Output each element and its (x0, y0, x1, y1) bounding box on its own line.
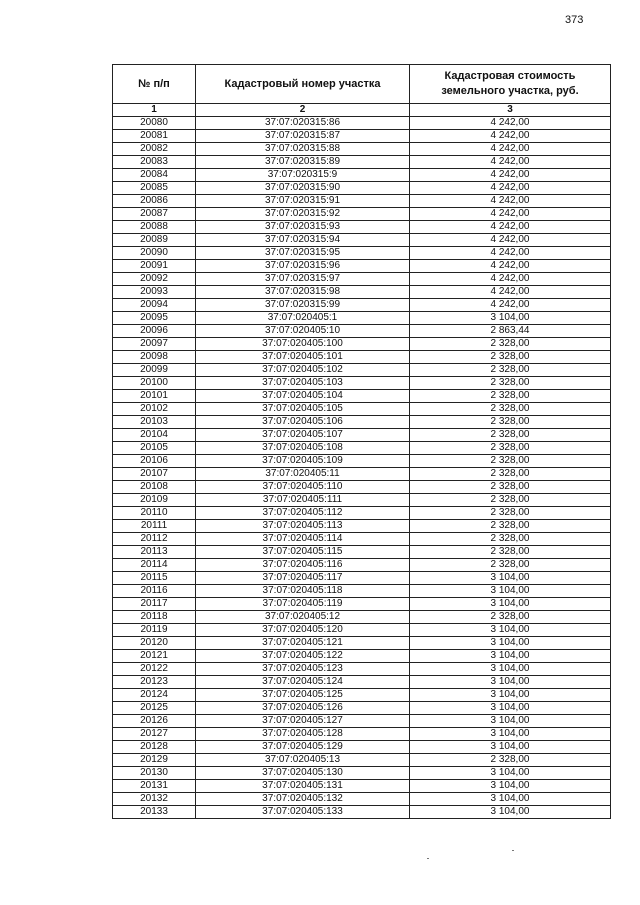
table-row (113, 793, 611, 806)
cell-cadastral-value: 4 242,00 (410, 299, 611, 312)
cell-cadastral-number: 37:07:020405:106 (196, 416, 410, 429)
cell-cadastral-value: 4 242,00 (410, 130, 611, 143)
cell-cadastral-number: 37:07:020405:107 (196, 429, 410, 442)
cell-number: 20113 (113, 546, 196, 559)
cell-number: 20117 (113, 598, 196, 611)
cell-cadastral-value: 2 328,00 (410, 351, 611, 364)
cell-cadastral-number: 37:07:020315:88 (196, 143, 410, 156)
cell-cadastral-value: 2 328,00 (410, 754, 611, 767)
cell-cadastral-number: 37:07:020405:113 (196, 520, 410, 533)
cell-cadastral-number: 37:07:020405:115 (196, 546, 410, 559)
cell-cadastral-value: 3 104,00 (410, 793, 611, 806)
cell-cadastral-value: 3 104,00 (410, 572, 611, 585)
cell-cadastral-value: 2 328,00 (410, 533, 611, 546)
cell-cadastral-value: 2 328,00 (410, 416, 611, 429)
table-row (113, 130, 611, 143)
table-row (113, 208, 611, 221)
cell-number: 20105 (113, 442, 196, 455)
page-number: 373 (565, 14, 584, 26)
table-row (113, 754, 611, 767)
column-number-1: 1 (113, 104, 196, 117)
cell-cadastral-number: 37:07:020405:122 (196, 650, 410, 663)
cell-cadastral-number: 37:07:020315:87 (196, 130, 410, 143)
cell-cadastral-number: 37:07:020315:97 (196, 273, 410, 286)
cell-cadastral-value: 2 328,00 (410, 468, 611, 481)
cell-number: 20102 (113, 403, 196, 416)
table-row (113, 481, 611, 494)
table-row (113, 637, 611, 650)
table-row (113, 533, 611, 546)
table-row (113, 260, 611, 273)
cell-cadastral-value: 2 328,00 (410, 546, 611, 559)
cell-cadastral-number: 37:07:020405:10 (196, 325, 410, 338)
table-row (113, 221, 611, 234)
cell-cadastral-value: 3 104,00 (410, 806, 611, 819)
cell-cadastral-number: 37:07:020405:104 (196, 390, 410, 403)
cell-number: 20094 (113, 299, 196, 312)
cell-cadastral-value: 2 328,00 (410, 338, 611, 351)
cell-cadastral-value: 3 104,00 (410, 702, 611, 715)
cell-cadastral-value: 2 328,00 (410, 494, 611, 507)
cell-cadastral-value: 4 242,00 (410, 195, 611, 208)
table-row (113, 403, 611, 416)
cell-cadastral-value: 2 328,00 (410, 442, 611, 455)
cell-number: 20112 (113, 533, 196, 546)
cell-number: 20122 (113, 663, 196, 676)
cell-cadastral-number: 37:07:020405:129 (196, 741, 410, 754)
cell-cadastral-value: 3 104,00 (410, 637, 611, 650)
table-row (113, 559, 611, 572)
header-cadastral-value (410, 65, 611, 104)
cell-cadastral-value: 2 328,00 (410, 559, 611, 572)
cell-number: 20115 (113, 572, 196, 585)
cell-cadastral-number: 37:07:020405:126 (196, 702, 410, 715)
table-row (113, 364, 611, 377)
cell-number: 20093 (113, 286, 196, 299)
cell-cadastral-number: 37:07:020315:96 (196, 260, 410, 273)
cell-cadastral-value: 4 242,00 (410, 143, 611, 156)
cell-number: 20090 (113, 247, 196, 260)
cell-cadastral-number: 37:07:020405:119 (196, 598, 410, 611)
column-number-3: 3 (410, 104, 611, 117)
cell-number: 20103 (113, 416, 196, 429)
cell-cadastral-number: 37:07:020315:99 (196, 299, 410, 312)
cell-number: 20133 (113, 806, 196, 819)
table-row (113, 416, 611, 429)
cell-cadastral-value: 3 104,00 (410, 780, 611, 793)
cell-cadastral-number: 37:07:020315:86 (196, 117, 410, 130)
cell-number: 20119 (113, 624, 196, 637)
table-row (113, 741, 611, 754)
cell-cadastral-number: 37:07:020405:125 (196, 689, 410, 702)
cell-cadastral-value: 3 104,00 (410, 585, 611, 598)
table-body (113, 117, 611, 819)
header-row (113, 65, 611, 104)
cell-number: 20081 (113, 130, 196, 143)
cell-cadastral-number: 37:07:020405:121 (196, 637, 410, 650)
table-row (113, 598, 611, 611)
cell-number: 20125 (113, 702, 196, 715)
cell-cadastral-value: 2 328,00 (410, 390, 611, 403)
cell-cadastral-number: 37:07:020405:130 (196, 767, 410, 780)
table-row (113, 767, 611, 780)
table-row (113, 663, 611, 676)
cell-cadastral-number: 37:07:020405:1 (196, 312, 410, 325)
cell-cadastral-number: 37:07:020405:13 (196, 754, 410, 767)
cell-cadastral-number: 37:07:020405:110 (196, 481, 410, 494)
cell-cadastral-number: 37:07:020405:120 (196, 624, 410, 637)
cell-cadastral-value: 4 242,00 (410, 221, 611, 234)
cell-cadastral-number: 37:07:020405:12 (196, 611, 410, 624)
cell-cadastral-value: 3 104,00 (410, 312, 611, 325)
table-row (113, 650, 611, 663)
table-row (113, 455, 611, 468)
cell-cadastral-value: 2 328,00 (410, 611, 611, 624)
cell-cadastral-number: 37:07:020315:91 (196, 195, 410, 208)
cell-cadastral-value: 4 242,00 (410, 169, 611, 182)
table-header (113, 65, 611, 117)
cell-cadastral-value: 4 242,00 (410, 117, 611, 130)
table-row (113, 325, 611, 338)
header-cadastral-value-label: Кадастровая стоимость земельного участка, руб. (441, 70, 579, 97)
cell-cadastral-value: 4 242,00 (410, 260, 611, 273)
cell-cadastral-value: 3 104,00 (410, 715, 611, 728)
cell-number: 20124 (113, 689, 196, 702)
cell-number: 20099 (113, 364, 196, 377)
cell-cadastral-value: 3 104,00 (410, 663, 611, 676)
cell-cadastral-value: 4 242,00 (410, 156, 611, 169)
cell-number: 20089 (113, 234, 196, 247)
table-row (113, 572, 611, 585)
cell-number: 20130 (113, 767, 196, 780)
table-row (113, 377, 611, 390)
cell-cadastral-value: 3 104,00 (410, 676, 611, 689)
cell-cadastral-value: 3 104,00 (410, 650, 611, 663)
cell-number: 20097 (113, 338, 196, 351)
cell-number: 20123 (113, 676, 196, 689)
cell-cadastral-number: 37:07:020405:100 (196, 338, 410, 351)
header-number: № п/п (113, 65, 196, 104)
cell-number: 20109 (113, 494, 196, 507)
table-row (113, 390, 611, 403)
cell-cadastral-number: 37:07:020405:124 (196, 676, 410, 689)
table-row (113, 195, 611, 208)
cell-cadastral-value: 4 242,00 (410, 208, 611, 221)
table-row (113, 169, 611, 182)
cell-number: 20101 (113, 390, 196, 403)
cell-cadastral-number: 37:07:020405:114 (196, 533, 410, 546)
cell-number: 20107 (113, 468, 196, 481)
cell-cadastral-number: 37:07:020315:89 (196, 156, 410, 169)
cell-cadastral-number: 37:07:020405:109 (196, 455, 410, 468)
scan-speck (512, 850, 514, 851)
cell-cadastral-value: 2 328,00 (410, 507, 611, 520)
cell-cadastral-number: 37:07:020405:127 (196, 715, 410, 728)
cell-cadastral-number: 37:07:020405:103 (196, 377, 410, 390)
cell-cadastral-number: 37:07:020315:92 (196, 208, 410, 221)
cell-cadastral-number: 37:07:020405:123 (196, 663, 410, 676)
cell-cadastral-number: 37:07:020315:90 (196, 182, 410, 195)
cell-cadastral-value: 3 104,00 (410, 767, 611, 780)
cell-number: 20127 (113, 728, 196, 741)
cell-cadastral-number: 37:07:020315:98 (196, 286, 410, 299)
cell-number: 20096 (113, 325, 196, 338)
table-row (113, 143, 611, 156)
cell-number: 20104 (113, 429, 196, 442)
cell-number: 20132 (113, 793, 196, 806)
table-row (113, 286, 611, 299)
table-row (113, 338, 611, 351)
table-row (113, 702, 611, 715)
header-cadastral-number: Кадастровый номер участка (196, 65, 410, 104)
cell-cadastral-number: 37:07:020315:93 (196, 221, 410, 234)
cell-number: 20087 (113, 208, 196, 221)
table-row (113, 689, 611, 702)
cell-cadastral-number: 37:07:020405:111 (196, 494, 410, 507)
cell-cadastral-number: 37:07:020405:108 (196, 442, 410, 455)
cell-cadastral-number: 37:07:020405:102 (196, 364, 410, 377)
table-row (113, 728, 611, 741)
cell-number: 20116 (113, 585, 196, 598)
cell-cadastral-number: 37:07:020405:133 (196, 806, 410, 819)
cell-number: 20080 (113, 117, 196, 130)
table-row (113, 351, 611, 364)
cell-cadastral-value: 3 104,00 (410, 598, 611, 611)
cell-cadastral-value: 4 242,00 (410, 234, 611, 247)
cell-cadastral-value: 4 242,00 (410, 286, 611, 299)
cell-cadastral-value: 2 328,00 (410, 455, 611, 468)
cell-cadastral-value: 4 242,00 (410, 273, 611, 286)
cell-cadastral-number: 37:07:020405:116 (196, 559, 410, 572)
table-row (113, 156, 611, 169)
table-row (113, 494, 611, 507)
cell-number: 20084 (113, 169, 196, 182)
table-row (113, 780, 611, 793)
cell-number: 20086 (113, 195, 196, 208)
cell-cadastral-number: 37:07:020405:131 (196, 780, 410, 793)
cell-cadastral-number: 37:07:020315:94 (196, 234, 410, 247)
cell-cadastral-number: 37:07:020315:9 (196, 169, 410, 182)
table-row (113, 247, 611, 260)
table-row (113, 611, 611, 624)
table-row (113, 312, 611, 325)
column-number-2: 2 (196, 104, 410, 117)
cell-number: 20082 (113, 143, 196, 156)
cell-cadastral-value: 3 104,00 (410, 624, 611, 637)
cell-cadastral-number: 37:07:020405:128 (196, 728, 410, 741)
cell-number: 20095 (113, 312, 196, 325)
cell-cadastral-number: 37:07:020405:105 (196, 403, 410, 416)
table-row (113, 234, 611, 247)
table-row (113, 507, 611, 520)
cell-cadastral-number: 37:07:020405:118 (196, 585, 410, 598)
cell-number: 20126 (113, 715, 196, 728)
cadastral-value-table (112, 64, 611, 819)
cell-cadastral-value: 2 328,00 (410, 481, 611, 494)
cell-cadastral-number: 37:07:020405:112 (196, 507, 410, 520)
cell-cadastral-value: 2 328,00 (410, 520, 611, 533)
table-row (113, 182, 611, 195)
table-row (113, 676, 611, 689)
cell-number: 20083 (113, 156, 196, 169)
cell-cadastral-value: 4 242,00 (410, 247, 611, 260)
cell-number: 20106 (113, 455, 196, 468)
table-row (113, 468, 611, 481)
table-row (113, 299, 611, 312)
cell-cadastral-value: 4 242,00 (410, 182, 611, 195)
cell-cadastral-value: 2 328,00 (410, 403, 611, 416)
cell-cadastral-value: 3 104,00 (410, 728, 611, 741)
cell-cadastral-number: 37:07:020315:95 (196, 247, 410, 260)
table-row (113, 546, 611, 559)
cell-cadastral-value: 2 328,00 (410, 364, 611, 377)
table-row (113, 624, 611, 637)
cell-number: 20118 (113, 611, 196, 624)
table-row (113, 806, 611, 819)
cell-number: 20111 (113, 520, 196, 533)
cell-number: 20121 (113, 650, 196, 663)
table-row (113, 520, 611, 533)
cell-cadastral-number: 37:07:020405:11 (196, 468, 410, 481)
table-row (113, 273, 611, 286)
cell-cadastral-number: 37:07:020405:117 (196, 572, 410, 585)
scan-speck (427, 858, 429, 859)
cell-cadastral-value: 3 104,00 (410, 689, 611, 702)
cell-cadastral-value: 2 863,44 (410, 325, 611, 338)
cell-cadastral-value: 2 328,00 (410, 377, 611, 390)
table-row (113, 585, 611, 598)
cell-number: 20088 (113, 221, 196, 234)
table-row (113, 715, 611, 728)
cell-cadastral-value: 3 104,00 (410, 741, 611, 754)
cell-cadastral-number: 37:07:020405:101 (196, 351, 410, 364)
cell-number: 20091 (113, 260, 196, 273)
cell-number: 20108 (113, 481, 196, 494)
column-number-row (113, 104, 611, 117)
cell-number: 20131 (113, 780, 196, 793)
cell-number: 20120 (113, 637, 196, 650)
cell-number: 20129 (113, 754, 196, 767)
table-row (113, 442, 611, 455)
cell-number: 20098 (113, 351, 196, 364)
table-row (113, 429, 611, 442)
cell-number: 20128 (113, 741, 196, 754)
cell-number: 20100 (113, 377, 196, 390)
table-row (113, 117, 611, 130)
cell-number: 20085 (113, 182, 196, 195)
cell-cadastral-value: 2 328,00 (410, 429, 611, 442)
cell-number: 20114 (113, 559, 196, 572)
cell-number: 20092 (113, 273, 196, 286)
cell-number: 20110 (113, 507, 196, 520)
cell-cadastral-number: 37:07:020405:132 (196, 793, 410, 806)
